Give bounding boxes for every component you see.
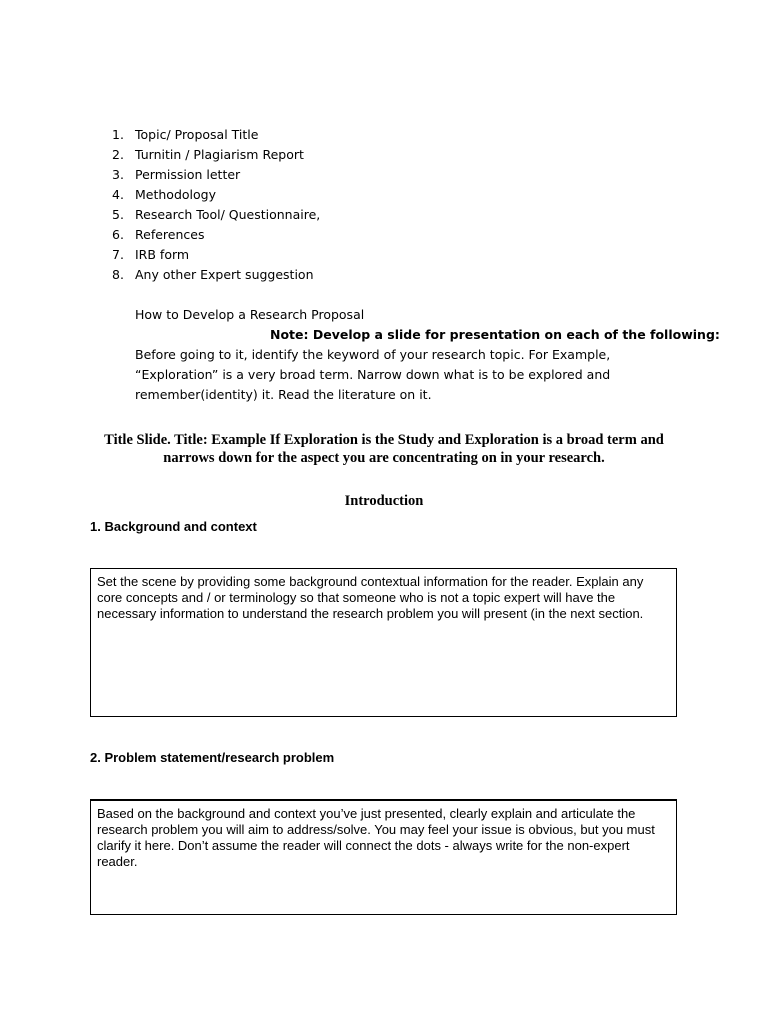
title-slide-text: Title Slide. Title: Example If Exploration is the Study and Exploration is a broad term and narrows down for the aspect you are concentrating on in your research. [104,432,664,466]
list-item: 8. Any other Expert suggestion [112,267,314,282]
background-context-textbox: Set the scene by providing some background contextual information for the reader. Explain any core concepts and / or terminology so that someone who is not a topic expert will have the necessary information to understand the research problem you will present (in the next section. [90,568,677,717]
note-line: Note: Develop a slide for presentation on each of the following: [270,327,720,342]
section-2-heading: 2. Problem statement/research problem [90,750,335,765]
problem-statement-textbox: Based on the background and context you’ve just presented, clearly explain and articulate the research problem you will aim to address/solve. You may feel your issue is obvious, but you must clarify it here. Don’t assume the reader will connect the dots - always write for the non-expert reader. [90,799,677,915]
list-item: 7. IRB form [112,247,190,262]
introduction-heading: Introduction [344,493,424,509]
list-item: 5. Research Tool/ Questionnaire, [112,207,321,222]
section-1-heading: 1. Background and context [90,519,257,534]
list-item: 4. Methodology [112,187,216,202]
howto-line: How to Develop a Research Proposal [135,307,365,322]
intro-paragraph: Before going to it, identify the keyword of your research topic. For Example, “Exploration” is a very broad term. Narrow down what is to be explored and remember(identity) it. Read the literature on it. [135,347,611,402]
list-item: 6. References [112,227,205,242]
list-item: 1. Topic/ Proposal Title [112,127,259,142]
requirements-list [100,125,320,285]
list-item: 3. Permission letter [112,167,241,182]
list-item: 2. Turnitin / Plagiarism Report [112,147,304,162]
